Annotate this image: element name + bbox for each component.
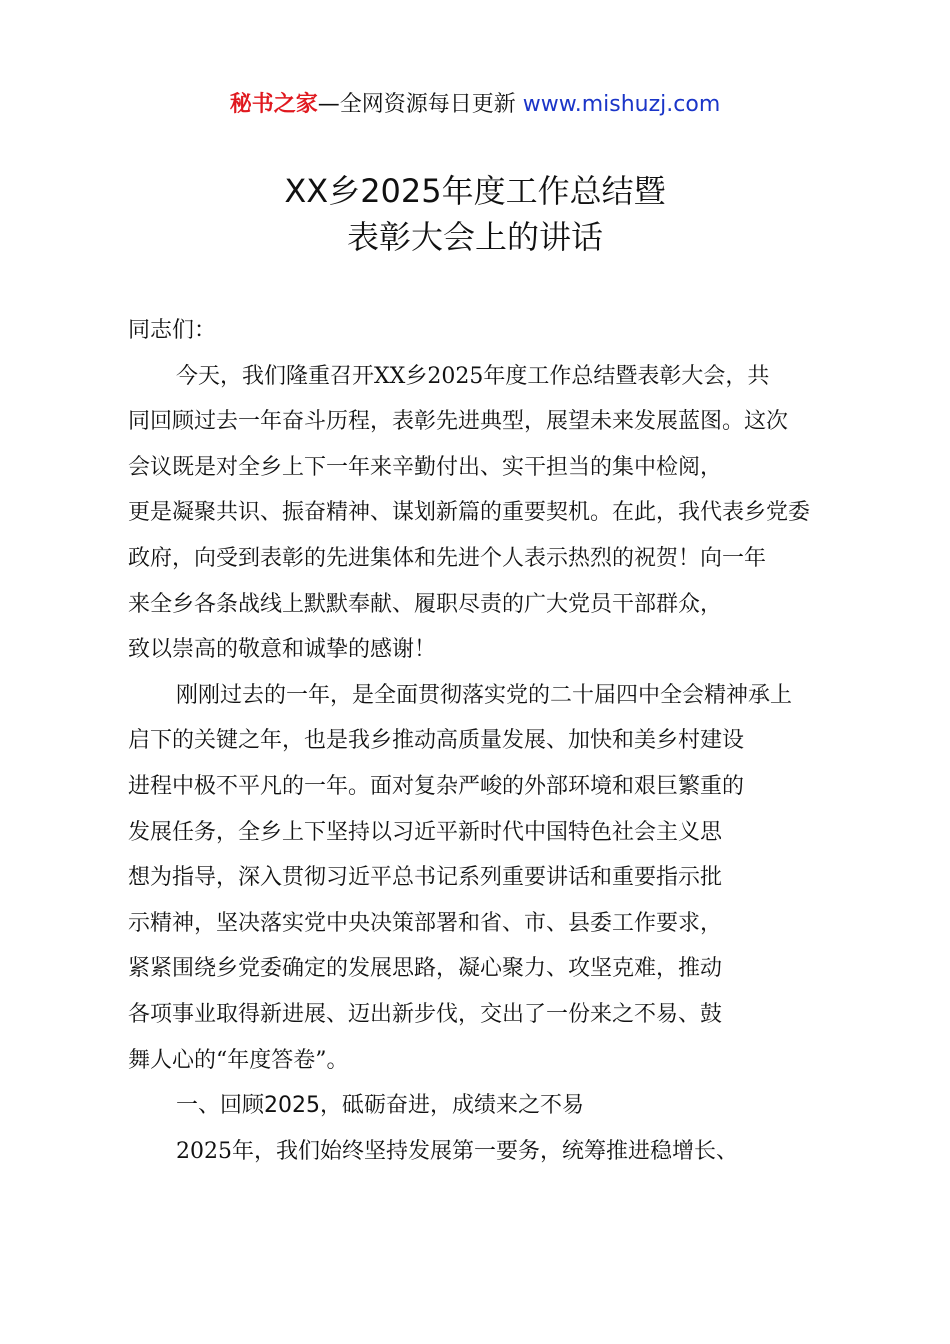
document-title bbox=[0, 168, 950, 260]
paragraph-line: 2025年，我们始终坚持发展第一要务，统筹推进稳增长、 bbox=[176, 1138, 738, 1164]
section-heading: 一、回顾2025，砥砺奋进，成绩来之不易 bbox=[176, 1093, 584, 1119]
paragraph-line: 致以崇高的敬意和诚挚的感谢！ bbox=[128, 637, 437, 663]
document-body bbox=[128, 308, 888, 1174]
title-line-1: XX乡2025年度工作总结暨 bbox=[284, 172, 666, 210]
paragraph-line: 各项事业取得新进展、迈出新步伐，交出了一份来之不易、鼓 bbox=[128, 1001, 723, 1027]
paragraph-line: 进程中极不平凡的一年。面对复杂严峻的外部环境和艰巨繁重的 bbox=[128, 773, 745, 799]
paragraph-line: 会议既是对全乡上下一年来辛勤付出、实干担当的集中检阅， bbox=[128, 454, 723, 480]
site-header bbox=[0, 88, 950, 122]
paragraph-line: 舞人心的“年度答卷”。 bbox=[128, 1047, 349, 1073]
paragraph-line: 启下的关键之年，也是我乡推动高质量发展、加快和美乡村建设 bbox=[128, 728, 745, 754]
paragraph-line: 示精神，坚决落实党中央决策部署和省、市、县委工作要求， bbox=[128, 910, 723, 936]
paragraph-line: 政府，向受到表彰的先进集体和先进个人表示热烈的祝贺！向一年 bbox=[128, 545, 767, 571]
site-brand: 秘书之家 bbox=[229, 92, 318, 117]
paragraph-line: 今天，我们隆重召开XX乡2025年度工作总结暨表彰大会，共 bbox=[176, 363, 770, 389]
paragraph-line: 发展任务，全乡上下坚持以习近平新时代中国特色社会主义思 bbox=[128, 819, 723, 845]
paragraph-line: 想为指导，深入贯彻习近平总书记系列重要讲话和重要指示批 bbox=[128, 865, 723, 891]
paragraph-line: 刚刚过去的一年，是全面贯彻落实党的二十届四中全会精神承上 bbox=[176, 682, 793, 708]
site-tagline: —全网资源每日更新 bbox=[317, 92, 523, 117]
paragraph-line: 同回顾过去一年奋斗历程，表彰先进典型，展望未来发展蓝图。这次 bbox=[128, 409, 789, 435]
paragraph-line: 紧紧围绕乡党委确定的发展思路，凝心聚力、攻坚克难，推动 bbox=[128, 956, 723, 982]
paragraph-line: 来全乡各条战线上默默奉献、履职尽责的广大党员干部群众， bbox=[128, 591, 723, 617]
paragraph-line: 更是凝聚共识、振奋精神、谋划新篇的重要契机。在此，我代表乡党委 bbox=[128, 500, 811, 526]
site-url-link[interactable]: www.mishuzj.com bbox=[522, 92, 721, 117]
salutation: 同志们： bbox=[128, 318, 217, 343]
title-line-2: 表彰大会上的讲话 bbox=[346, 218, 603, 256]
